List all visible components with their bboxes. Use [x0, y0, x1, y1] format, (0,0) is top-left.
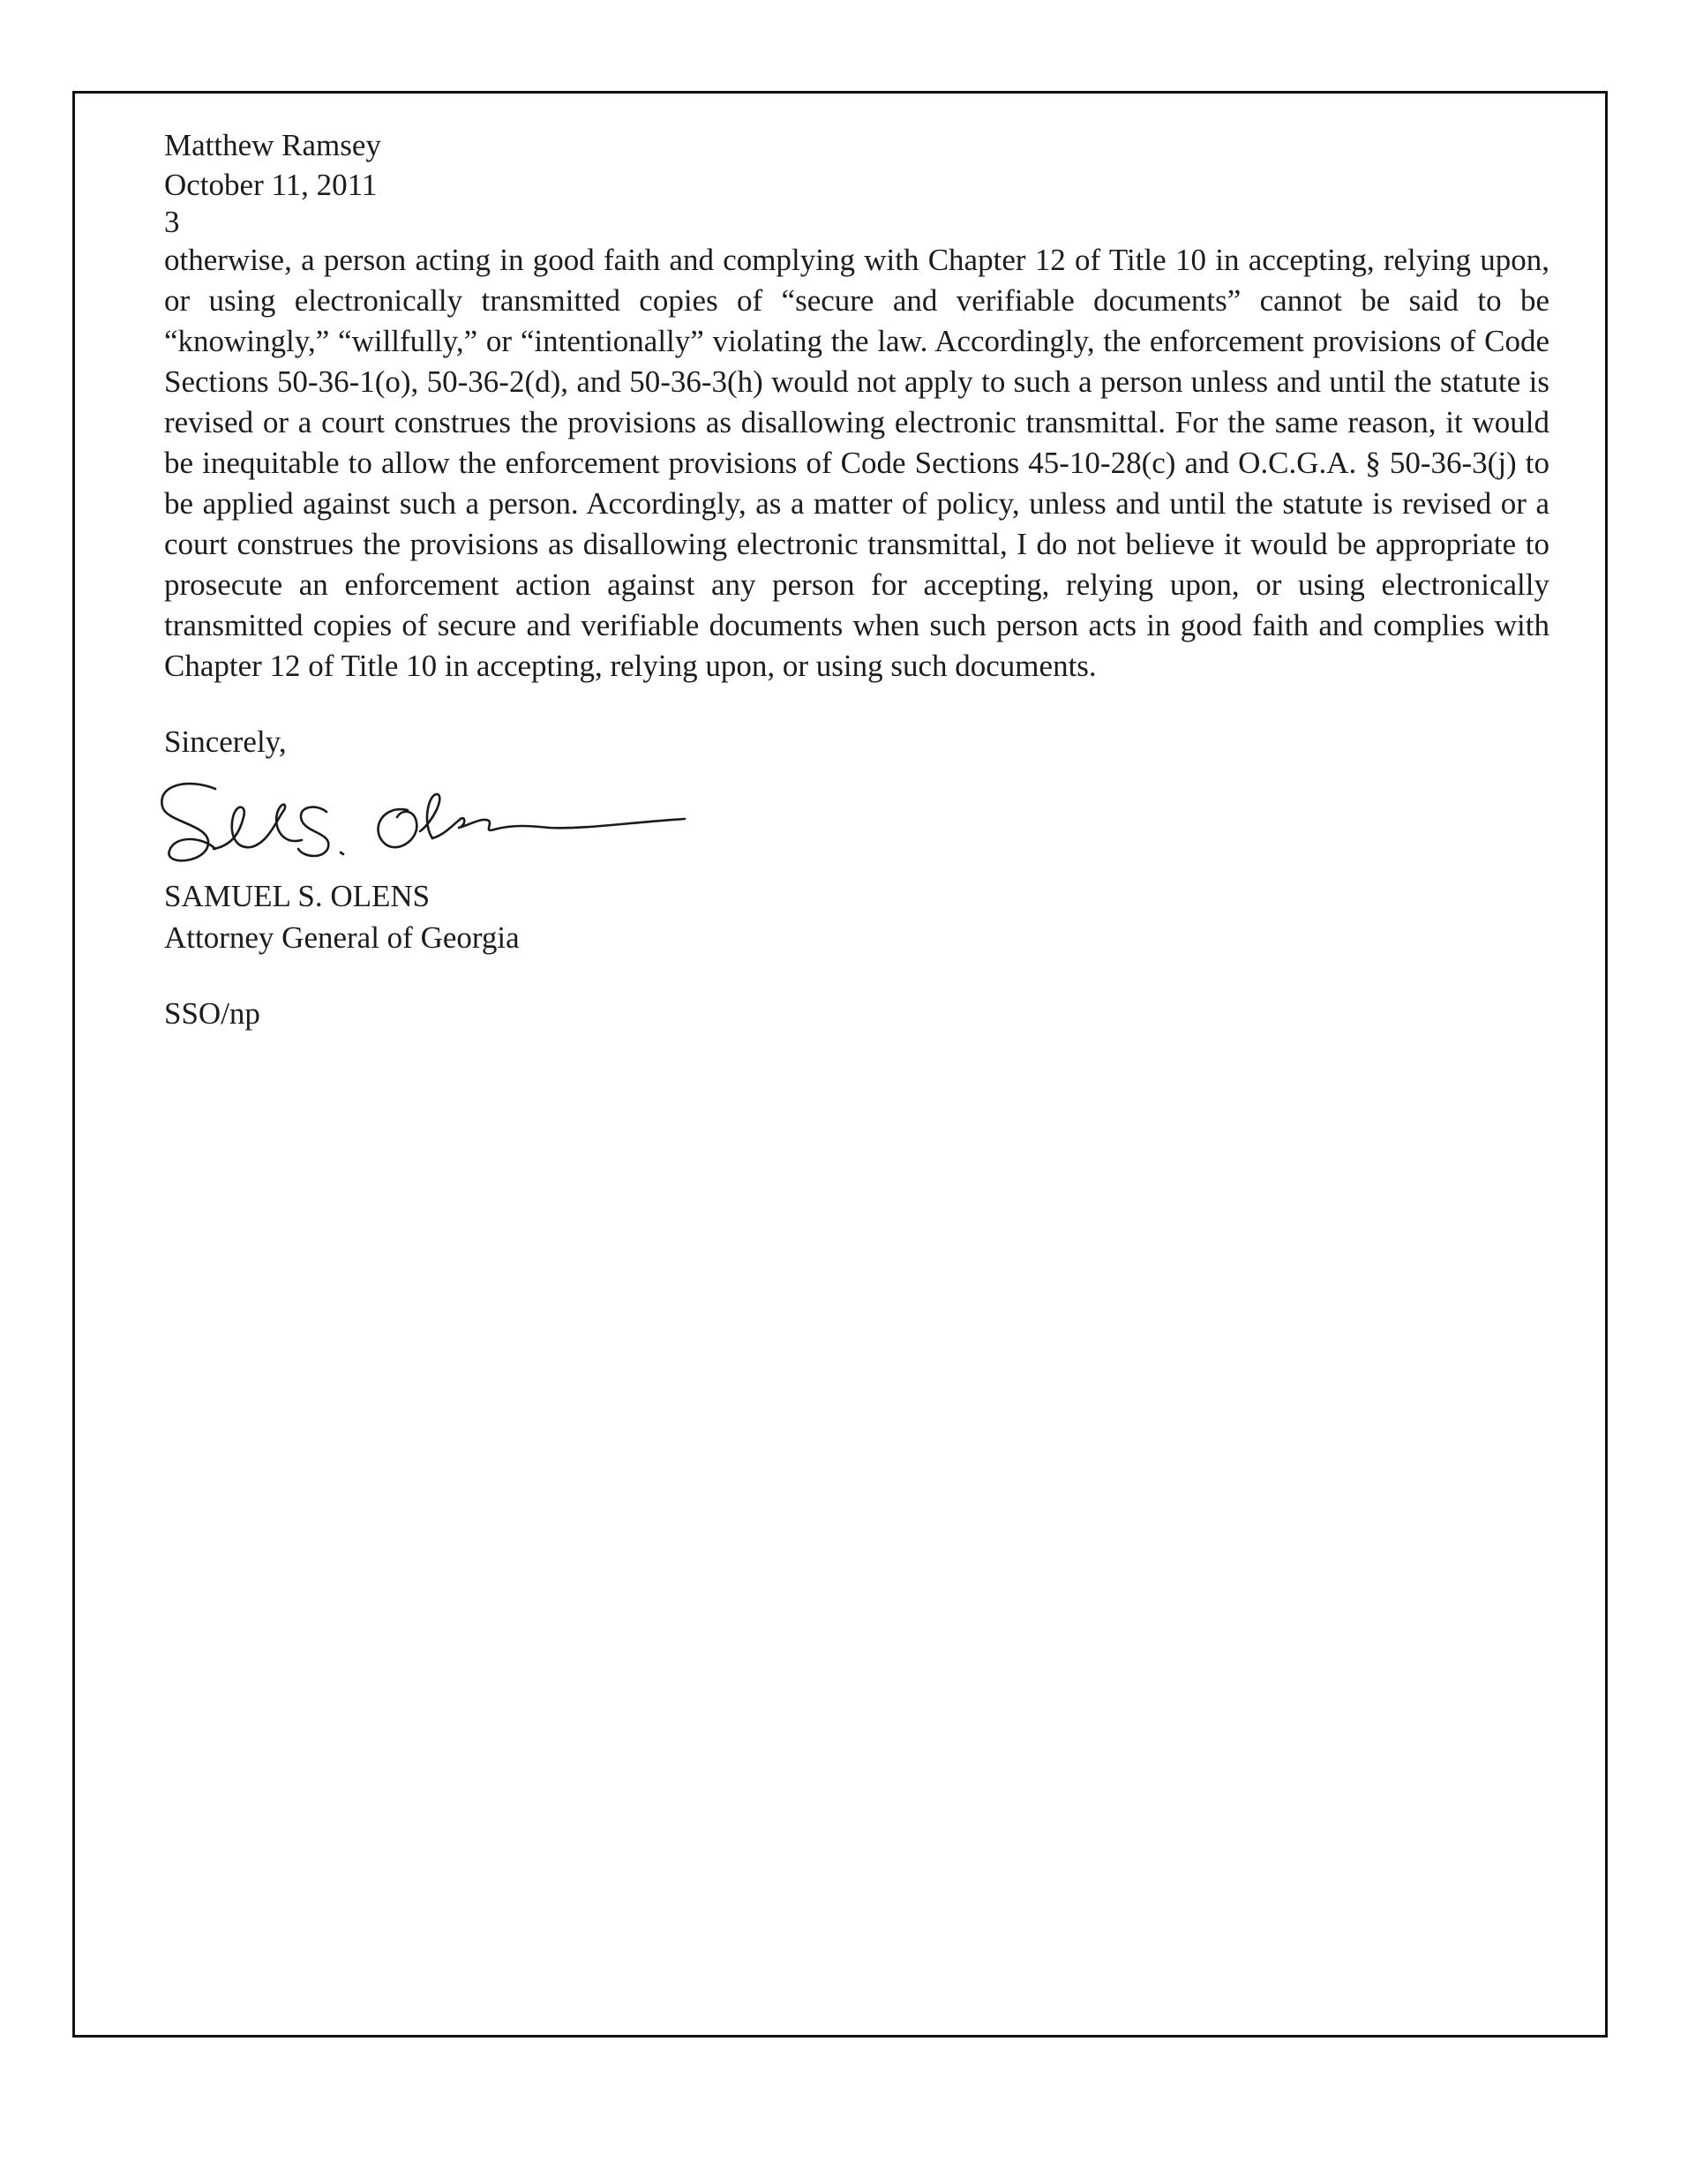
- page-number: 3: [164, 205, 180, 239]
- letter-header: [164, 125, 1549, 240]
- body-paragraph: otherwise, a person acting in good faith and complying with Chapter 12 of Title 10 in accepting, relying upon, or using electronically transmitted copies of “secure and verifiable documents” cannot be said to be “knowingly,” “willfully,” or “intentionally” violating the law. Accordingly, the enforcement provisions of Code Sections 50-36-1(o), 50-36-2(d), and 50-36-3(h) would not apply to such a person unless and until the statute is revised or a court construes the provisions as disallowing electronic transmittal. For the same reason, it would be inequitable to allow the enforcement provisions of Code Sections 45-10-28(c) and O.C.G.A. § 50-36-3(j) to be applied against such a person. Accordingly, as a matter of policy, unless and until the statute is revised or a court construes the provisions as disallowing electronic transmittal, I do not believe it would be appropriate to prosecute an enforcement action against any person for accepting, relying upon, or using electronically transmitted copies of secure and verifiable documents when such person acts in good faith and complies with Chapter 12 of Title 10 in accepting, relying upon, or using such documents.: [164, 243, 1549, 683]
- recipient-name: Matthew Ramsey: [164, 128, 381, 162]
- page-frame: [72, 91, 1608, 2038]
- reference-initials: SSO/np: [164, 996, 260, 1031]
- letter-date: October 11, 2011: [164, 168, 378, 202]
- signer-name: SAMUEL S. OLENS: [164, 879, 431, 913]
- closing: Sincerely,: [164, 724, 287, 759]
- handwritten-signature: [152, 778, 699, 872]
- letter-content: [164, 125, 1549, 1034]
- signer-title: Attorney General of Georgia: [164, 920, 520, 955]
